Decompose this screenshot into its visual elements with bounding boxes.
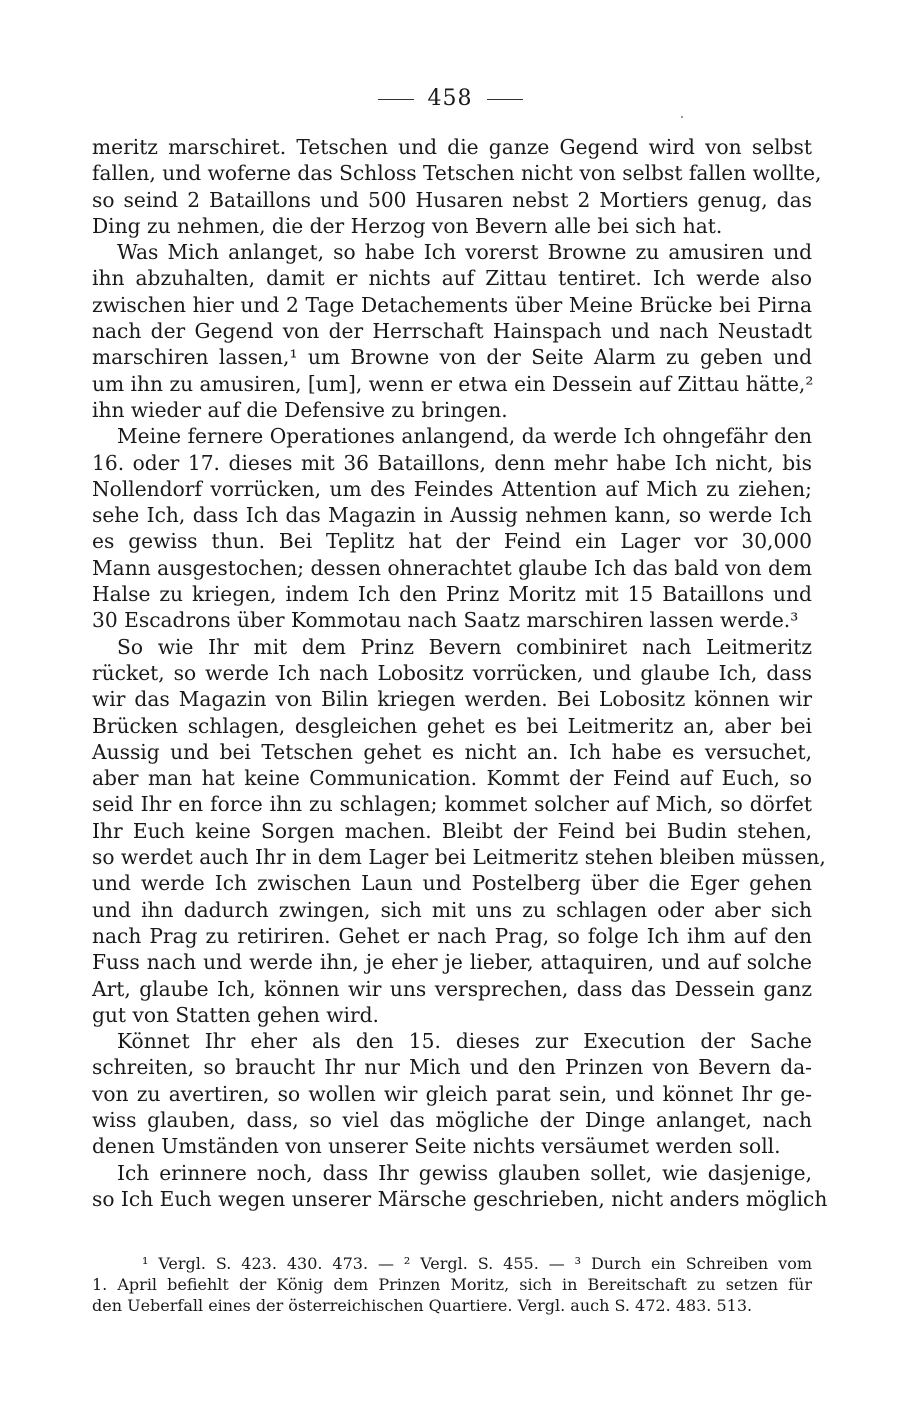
text-line: Ding zu nehmen, die der Herzog von Bevern alle bei sich hat. <box>92 213 723 238</box>
paragraph <box>92 423 812 633</box>
text-line: Nollendorf vorrücken, um des Feindes Attention auf Mich zu ziehen; <box>92 476 812 501</box>
page-header <box>0 86 900 111</box>
text-line: marschiren lassen,¹ um Browne von der Seite Alarm zu geben und <box>92 345 812 370</box>
text-line: wir das Magazin von Bilin kriegen werden. Bei Lobositz können wir <box>92 687 812 712</box>
text-line: gut von Statten gehen wird. <box>92 1002 379 1027</box>
text-line: so Ich Euch wegen unserer Märsche geschrieben, nicht anders möglich <box>92 1186 828 1211</box>
text-line: ihn wieder auf die Defensive zu bringen. <box>92 397 508 422</box>
paragraph <box>92 134 822 239</box>
text-line: nach Prag zu retiriren. Gehet er nach Prag, so folge Ich ihm auf den <box>92 923 812 948</box>
footnote-line: ¹ Vergl. S. 423. 430. 473. — ² Vergl. S. 455. — ³ Durch ein Schreiben vom <box>142 1254 812 1273</box>
header-rule-left <box>378 99 414 100</box>
text-line: ihn abzuhalten, damit er nichts auf Zittau tentiret. Ich werde also <box>92 266 812 291</box>
footnotes <box>92 1253 812 1316</box>
text-line: 30 Escadrons über Kommotau nach Saatz marschiren lassen werde.³ <box>92 608 799 633</box>
text-line: meritz marschiret. Tetschen und die ganze Gegend wird von selbst <box>92 135 812 159</box>
text-line: Ihr Euch keine Sorgen machen. Bleibt der Feind bei Budin stehen, <box>92 818 812 843</box>
text-line: es gewiss thun. Bei Teplitz hat der Feind ein Lager vor 30,000 <box>92 529 812 554</box>
text-line: Halse zu kriegen, indem Ich den Prinz Moritz mit 15 Bataillons und <box>92 582 812 607</box>
text-line: nach der Gegend von der Herrschaft Hainspach und nach Neustadt <box>92 319 812 344</box>
footnote-line: den Ueberfall eines der österreichischen Quartiere. Vergl. auch S. 472. 483. 513. <box>92 1296 753 1315</box>
text-line: So wie Ihr mit dem Prinz Bevern combiniret nach Leitmeritz <box>117 634 812 659</box>
text-line: 16. oder 17. dieses mit 36 Bataillons, denn mehr habe Ich nicht, bis <box>92 450 812 475</box>
text-line: Könnet Ihr eher als den 15. dieses zur Execution der Sache <box>117 1029 812 1054</box>
text-line: seid Ihr en force ihn zu schlagen; kommet solcher auf Mich, so dörfet <box>92 792 812 817</box>
text-line: rücket, so werde Ich nach Lobositz vorrücken, und glaube Ich, dass <box>92 660 812 685</box>
body-text <box>92 134 828 1212</box>
text-line: um ihn zu amusiren, [um], wenn er etwa ein Dessein auf Zittau hätte,² <box>92 371 814 396</box>
text-line: Mann ausgestochen; dessen ohnerachtet glaube Ich das bald von dem <box>92 555 813 580</box>
text-line: Aussig und bei Tetschen gehet es nicht an. Ich habe es versuchet, <box>92 739 812 764</box>
text-line: aber man hat keine Communication. Kommt der Feind auf Euch, so <box>92 766 812 791</box>
text-line: sehe Ich, dass Ich das Magazin in Aussig nehmen kann, so werde Ich <box>92 503 812 528</box>
text-line: Was Mich anlanget, so habe Ich vorerst Browne zu amusiren und <box>117 240 812 265</box>
text-line: denen Umständen von unserer Seite nichts versäumet werden soll. <box>92 1134 781 1159</box>
text-line: Meine fernere Operationes anlangend, da werde Ich ohngefähr den <box>117 424 812 449</box>
header-rule-right <box>487 99 523 100</box>
text-line: und ihn dadurch zwingen, sich mit uns zu schlagen oder aber sich <box>92 897 812 922</box>
footnote-line: 1. April befiehlt der König dem Prinzen Moritz, sich in Bereitschaft zu setzen für <box>92 1275 812 1294</box>
paragraph <box>92 634 826 1028</box>
text-line: zwischen hier und 2 Tage Detachements über Meine Brücke bei Pirna <box>92 292 812 317</box>
text-line: Ich erinnere noch, dass Ihr gewiss glauben sollet, wie dasjenige, <box>117 1160 812 1185</box>
paragraph <box>92 1028 812 1159</box>
text-line: und werde Ich zwischen Laun und Postelberg über die Eger gehen <box>92 871 812 896</box>
text-line: Brücken schlagen, desgleichen gehet es bei Leitmeritz an, aber bei <box>92 713 812 738</box>
text-line: von zu avertiren, so wollen wir gleich parat sein, und könnet Ihr ge- <box>92 1081 812 1106</box>
text-line: Art, glaube Ich, können wir uns versprechen, dass das Dessein ganz <box>92 976 812 1001</box>
text-line: wiss glauben, dass, so viel das mögliche der Dinge anlanget, nach <box>92 1107 812 1132</box>
paragraph <box>92 1160 828 1213</box>
page-number: 458 <box>427 86 473 111</box>
text-line: Fuss nach und werde ihn, je eher je lieber, attaquiren, und auf solche <box>92 950 812 975</box>
text-line: schreiten, so braucht Ihr nur Mich und den Prinzen von Bevern da- <box>92 1055 812 1080</box>
text-line: so seind 2 Bataillons und 500 Husaren nebst 2 Mortiers genug, das <box>92 187 812 212</box>
print-speck <box>681 116 683 118</box>
text-line: fallen, und woferne das Schloss Tetschen nicht von selbst fallen wollte, <box>92 161 822 186</box>
text-line: so werdet auch Ihr in dem Lager bei Leitmeritz stehen bleiben müssen, <box>92 845 826 870</box>
paragraph <box>92 239 812 423</box>
